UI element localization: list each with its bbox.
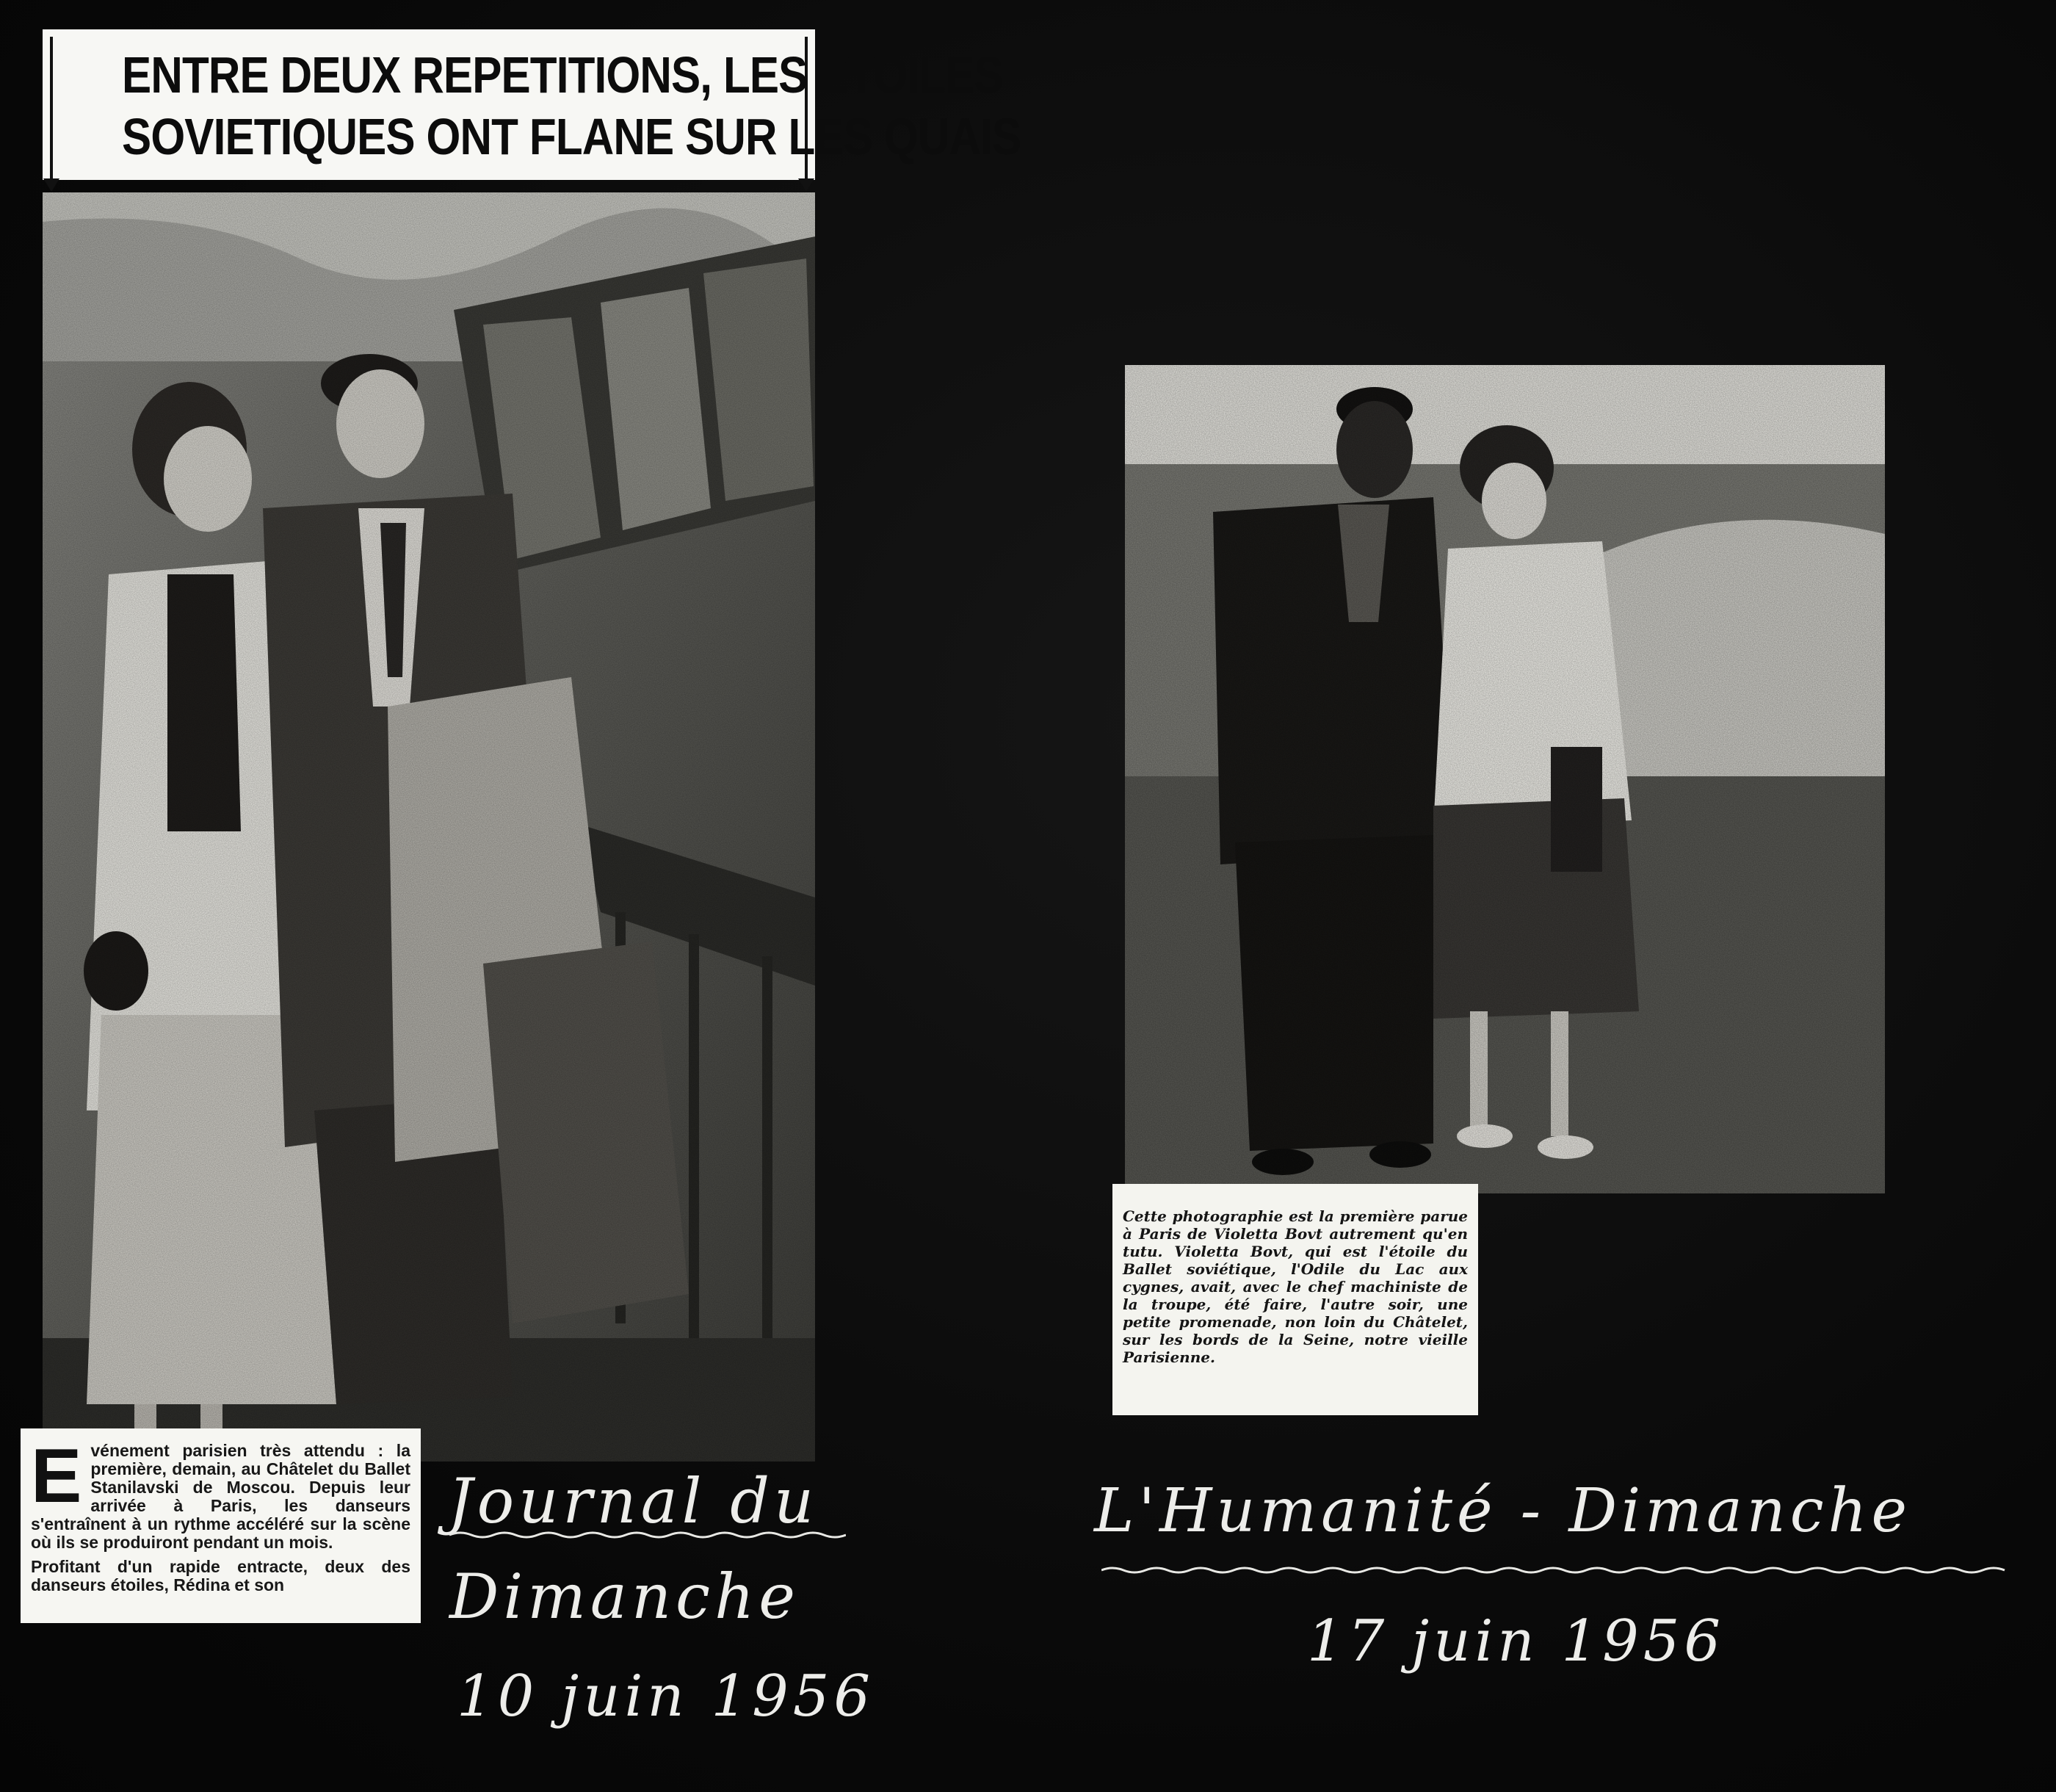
headline-arrow-left: [50, 37, 53, 187]
right-photo-violetta-bovt-on-quay: [1125, 365, 1885, 1193]
left-headline-line2: SOVIETIQUES ONT FLANE SUR LES QUAIS: [122, 108, 1021, 165]
left-newspaper-clipping: [21, 29, 1021, 1623]
left-headline-line1: ENTRE DEUX REPETITIONS, LES ETOILES: [122, 46, 1003, 104]
handwritten-source-left-line1: Journal du: [448, 1465, 819, 1537]
handwritten-underline-right: [1101, 1564, 2012, 1576]
left-caption-paragraph-2: Profitant d'un rapide entracte, deux des danseurs étoiles, Rédina et son: [31, 1557, 410, 1594]
left-caption: [21, 1428, 421, 1623]
handwritten-date-right: 17 juin 1956: [1307, 1608, 1725, 1674]
handwritten-underline-left: [449, 1529, 846, 1541]
right-caption: [1112, 1184, 1478, 1415]
left-caption-dropcap: E: [31, 1434, 82, 1519]
left-headline-box: [43, 29, 1021, 180]
left-caption-paragraph-1: vénement parisien très attendu : la première, demain, au Châtelet du Ballet Stanilavski de Moscou. Depuis leur arrivée à Paris, les danseurs s'entraînent à un rythme accéléré sur la scène où ils se produiront pendant un mois.: [31, 1441, 410, 1552]
right-caption-text: Cette photographie est la première parue à Paris de Violetta Bovt autrement qu'en tutu. Violetta Bovt, qui est l'étoile du Ballet soviétique, l'Odile du Lac aux cygnes, avait, avec le chef machiniste de la troupe, été faire, l'autre soir, une petite promenade, non loin du Châtelet, sur les bords de la Seine, notre vieille Parisienne.: [1123, 1207, 1468, 1366]
left-photo-dancers-at-bookstalls: [43, 192, 815, 1462]
handwritten-source-right: L'Humanité - Dimanche: [1094, 1476, 1912, 1546]
handwritten-date-left: 10 juin 1956: [457, 1663, 875, 1730]
left-headline: [122, 44, 1021, 167]
handwritten-source-left-line2: Dimanche: [449, 1561, 800, 1633]
